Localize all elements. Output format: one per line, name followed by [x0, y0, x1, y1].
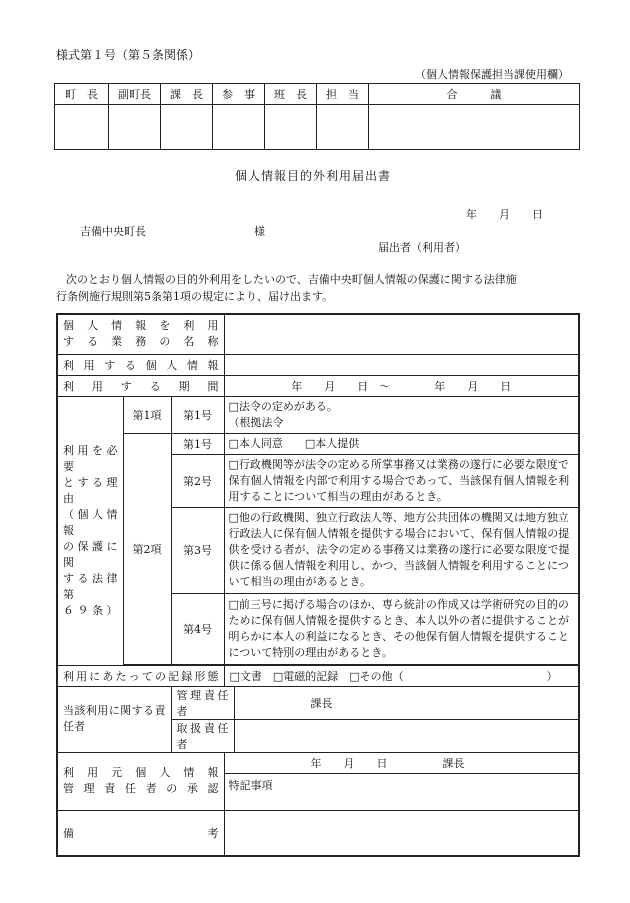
approval-label [57, 752, 224, 810]
period-value: 年 月 日 ～ 年 月 日 [291, 379, 512, 393]
approval-table [54, 83, 580, 150]
period-field[interactable] [224, 375, 579, 396]
reason-line: 利用を必要 [63, 443, 118, 473]
remarks-label [57, 810, 224, 856]
special-notes-label: 特記事項 [228, 778, 273, 792]
application-table [56, 313, 580, 857]
p2-item3-text: □他の行政機関、独立行政法人等、地方公共団体の機関又は地方独立行政法人に保有個人情報を提供する場合において、保有個人情報の提供を受ける者が、法令の定める事務又は業務の遂行に必要な限度で提供に係る個人情報を利用し、かつ、当該個人情報を利用することについて相当の理由があるとき。 [228, 511, 570, 588]
p2-item3-field[interactable] [224, 507, 579, 593]
responsible-label-1: 当該利用に関する責 [63, 704, 166, 717]
remarks-field[interactable] [224, 810, 579, 856]
p2-item4-label: 第4号 [171, 593, 224, 664]
handler-field[interactable] [234, 719, 579, 752]
reason-line: する法律第 [63, 571, 118, 601]
p2-item2-field[interactable] [224, 454, 579, 507]
p2-item1-label: 第1号 [171, 433, 224, 454]
approval-box[interactable] [265, 105, 317, 150]
paragraph-1-label: 第1項 [123, 396, 171, 433]
p2-item1-text: □本人同意 □本人提供 [228, 436, 360, 450]
p2-item2-label: 第2号 [171, 454, 224, 507]
p1-item1-label: 第1号 [171, 396, 224, 433]
p2-item1-field[interactable] [224, 433, 579, 454]
p2-item2-text: □行政機関等が法令の定める所掌事務又は業務の遂行に必要な限度で保有個人情報を内部で利用する場合であって、当該保有個人情報を利用することについて相当の理由があるとき。 [228, 457, 570, 503]
manager-field[interactable] [234, 686, 579, 719]
approval-date: 年 月 日 課長 [310, 756, 465, 770]
business-name-label-1: 個人情報を利用 [63, 319, 219, 333]
responsible-label [57, 686, 171, 752]
reason-line: の保護に関 [63, 539, 118, 569]
usage-note: （個人情報保護担当課使用欄） [415, 68, 569, 81]
approval-date-field[interactable] [224, 752, 579, 773]
record-form-label-text: 利用にあたっての記録形態 [63, 669, 219, 683]
intro-line-2: 行条例施行規則第5条第1項の規定により、届け出ます。 [56, 290, 334, 303]
approval-label-1: 利用元個人情報 [63, 766, 219, 779]
record-form-options: □文書 □電磁的記録 □その他（ ） [229, 669, 558, 683]
business-name-label-2: する業務の名称 [63, 335, 219, 349]
addressee-honorific: 様 [254, 225, 265, 238]
p1-item1-text-1: □法令の定めがある。 [228, 399, 338, 413]
handler-label-text: 取扱責任者 [176, 721, 229, 751]
form-number: 様式第１号（第５条関係） [56, 48, 201, 62]
approval-box[interactable] [369, 105, 580, 150]
approval-col-councilor: 参 事 [213, 84, 265, 105]
reason-line: ６９条） [63, 603, 118, 617]
special-notes-field[interactable] [224, 773, 579, 810]
manager-label-text: 管理責任者 [176, 688, 229, 718]
intro-line-1: 次のとおり個人情報の目的外利用をしたいので、吉備中央町個人情報の保護に関する法律施 [66, 273, 517, 286]
responsible-label-2-text: 任者 [63, 720, 85, 733]
manager-label [171, 686, 234, 719]
record-form-label [57, 665, 224, 686]
p2-item3-label: 第3号 [171, 507, 224, 593]
approval-col-chief: 課 長 [161, 84, 213, 105]
approval-box[interactable] [213, 105, 265, 150]
p2-item4-field[interactable] [224, 593, 579, 664]
approval-col-deputy: 副町長 [109, 84, 161, 105]
handler-label [171, 719, 234, 752]
applicant-label: 届出者（利用者） [378, 241, 466, 254]
approval-box[interactable] [109, 105, 161, 150]
approval-label-2: 管理責任者の承認 [63, 782, 219, 795]
p1-item1-field[interactable] [224, 396, 579, 433]
period-label-text: 利用する期間 [63, 379, 219, 393]
p1-item1-text-2: （根拠法令 [228, 415, 284, 429]
manager-value: 課長 [310, 696, 333, 710]
info-used-label-text: 利用する個人情報 [63, 358, 219, 372]
approval-col-leader: 班 長 [265, 84, 317, 105]
approval-col-mayor: 町 長 [55, 84, 109, 105]
info-used-field[interactable] [224, 354, 579, 375]
business-name-label [57, 314, 224, 354]
approval-box[interactable] [55, 105, 109, 150]
business-name-field[interactable] [224, 314, 579, 354]
approval-box[interactable] [161, 105, 213, 150]
page-title: 個人情報目的外利用届出書 [235, 169, 392, 183]
remarks-label-text: 備 考 [63, 826, 219, 840]
reason-line: （個人情報 [63, 507, 118, 537]
approval-col-staff: 担 当 [317, 84, 369, 105]
reason-label [57, 396, 123, 665]
approval-col-consult: 合 議 [369, 84, 580, 105]
approval-box[interactable] [317, 105, 369, 150]
addressee: 吉備中央町長 [80, 225, 146, 238]
date-line: 年 月 日 [466, 208, 543, 221]
record-form-field[interactable] [224, 665, 579, 686]
reason-line: とする理由 [63, 475, 118, 505]
period-label [57, 375, 224, 396]
info-used-label [57, 354, 224, 375]
paragraph-2-label: 第2項 [123, 433, 171, 664]
responsible-label-2 [63, 719, 166, 735]
p2-item4-text: □前三号に掲げる場合のほか、専ら統計の作成又は学術研究の目的のために保有個人情報を提供するとき、本人以外の者に提供することが明らかに本人の利益になるとき、その他保有個人情報を提供することについて特別の理由があるとき。 [228, 597, 570, 659]
